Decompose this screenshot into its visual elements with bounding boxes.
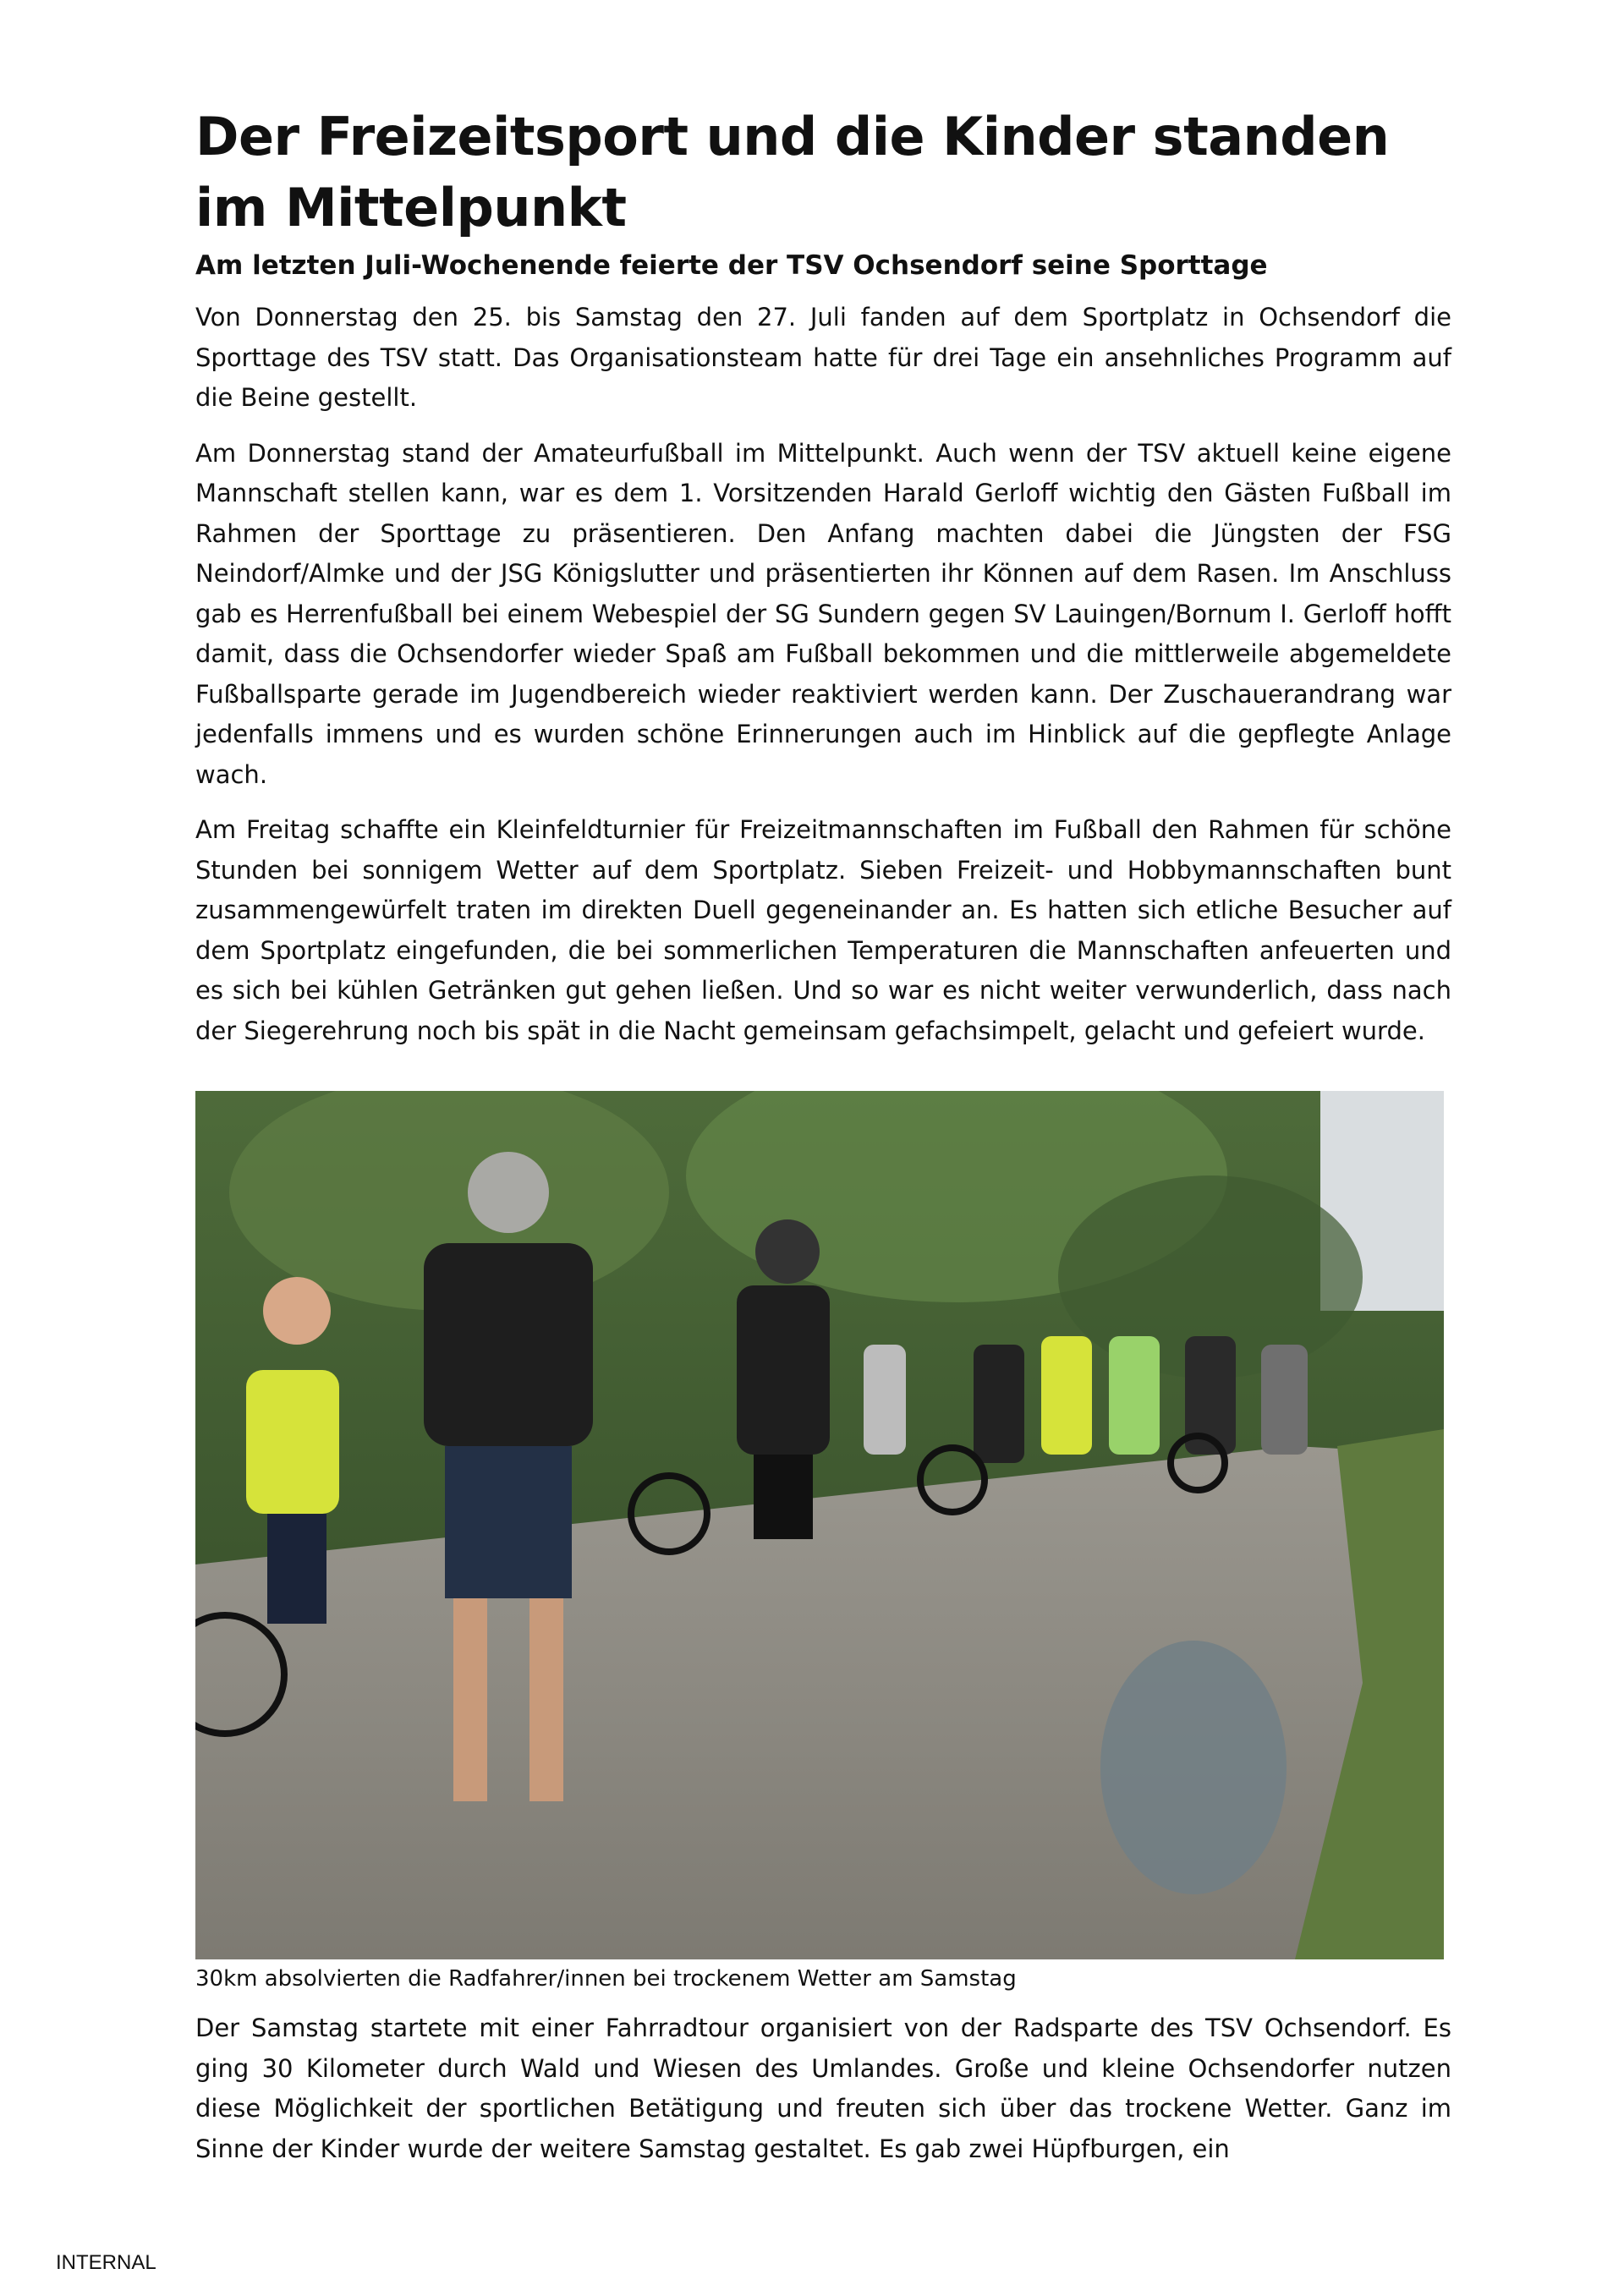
article xyxy=(195,101,1451,1051)
article-continued xyxy=(195,2008,1451,2169)
paragraph-intro: Von Donnerstag den 25. bis Samstag den 27. Juli fanden auf dem Sportplatz in Ochsendorf die Sporttage des TSV statt. Das Organisationsteam hatte für drei Tage ein ansehnliches Programm auf die Beine gestellt. xyxy=(195,303,1451,412)
cyclists-photo xyxy=(195,1091,1444,1959)
photo-caption: 30km absolvierten die Radfahrer/innen bei trockenem Wetter am Samstag xyxy=(195,1966,1017,1992)
paragraph-friday: Am Freitag schaffte ein Kleinfeldturnier für Freizeitmannschaften im Fußball den Rahmen für schöne Stunden bei sonnigem Wetter auf dem Sportplatz. Sieben Freizeit- und Hobbymannschaften bunt zusammengewürfelt traten im direkten Duell gegeneinander an. Es hatten sich etliche Besucher auf dem Sportplatz eingefunden, die bei sommerlichen Temperaturen die Mannschaften anfeuerten und es sich bei kühlen Getränken gut gehen ließen. Und so war es nicht weiter verwunderlich, dass nach der Siegerehrung noch bis spät in die Nacht gemeinsam gefachsimpelt, gelacht und gefeiert wurde. xyxy=(195,815,1451,1045)
classification-label: INTERNAL xyxy=(56,2251,156,2274)
article-title: Der Freizeitsport und die Kinder standen im Mittelpunkt xyxy=(195,106,1390,238)
paragraph-thursday: Am Donnerstag stand der Amateurfußball im Mittelpunkt. Auch wenn der TSV aktuell keine eigene Mannschaft stellen kann, war es dem 1. Vorsitzenden Harald Gerloff wichtig den Gästen Fußball im Rahmen der Sporttage zu präsentieren. Den Anfang machten dabei die Jüngsten der FSG Neindorf/Almke und der JSG Königslutter und präsentierten ihr Können auf dem Rasen. Im Anschluss gab es Herrenfußball bei einem Webespiel der SG Sundern gegen SV Lauingen/Bornum I. Gerloff hofft damit, dass die Ochsendorfer wieder Spaß am Fußball bekommen und die mittlerweile abgemeldete Fußballsparte gerade im Jugendbereich wieder reaktiviert werden kann. Der Zuschauerandrang war jedenfalls immens und es wurden schöne Erinnerungen auch im Hinblick auf die gepflegte Anlage wach. xyxy=(195,438,1451,789)
paragraph-saturday: Der Samstag startete mit einer Fahrradtour organisiert von der Radsparte des TSV Ochsendorf. Es ging 30 Kilometer durch Wald und Wiesen des Umlandes. Große und kleine Ochsendorfer nutzen diese Möglichkeit der sportlichen Betätigung und freuten sich über das trockene Wetter. Ganz im Sinne der Kinder wurde der weitere Samstag gestaltet. Es gab zwei Hüpfburgen, ein xyxy=(195,2014,1451,2163)
article-subtitle: Am letzten Juli-Wochenende feierte der TSV Ochsendorf seine Sporttage xyxy=(195,250,1268,281)
